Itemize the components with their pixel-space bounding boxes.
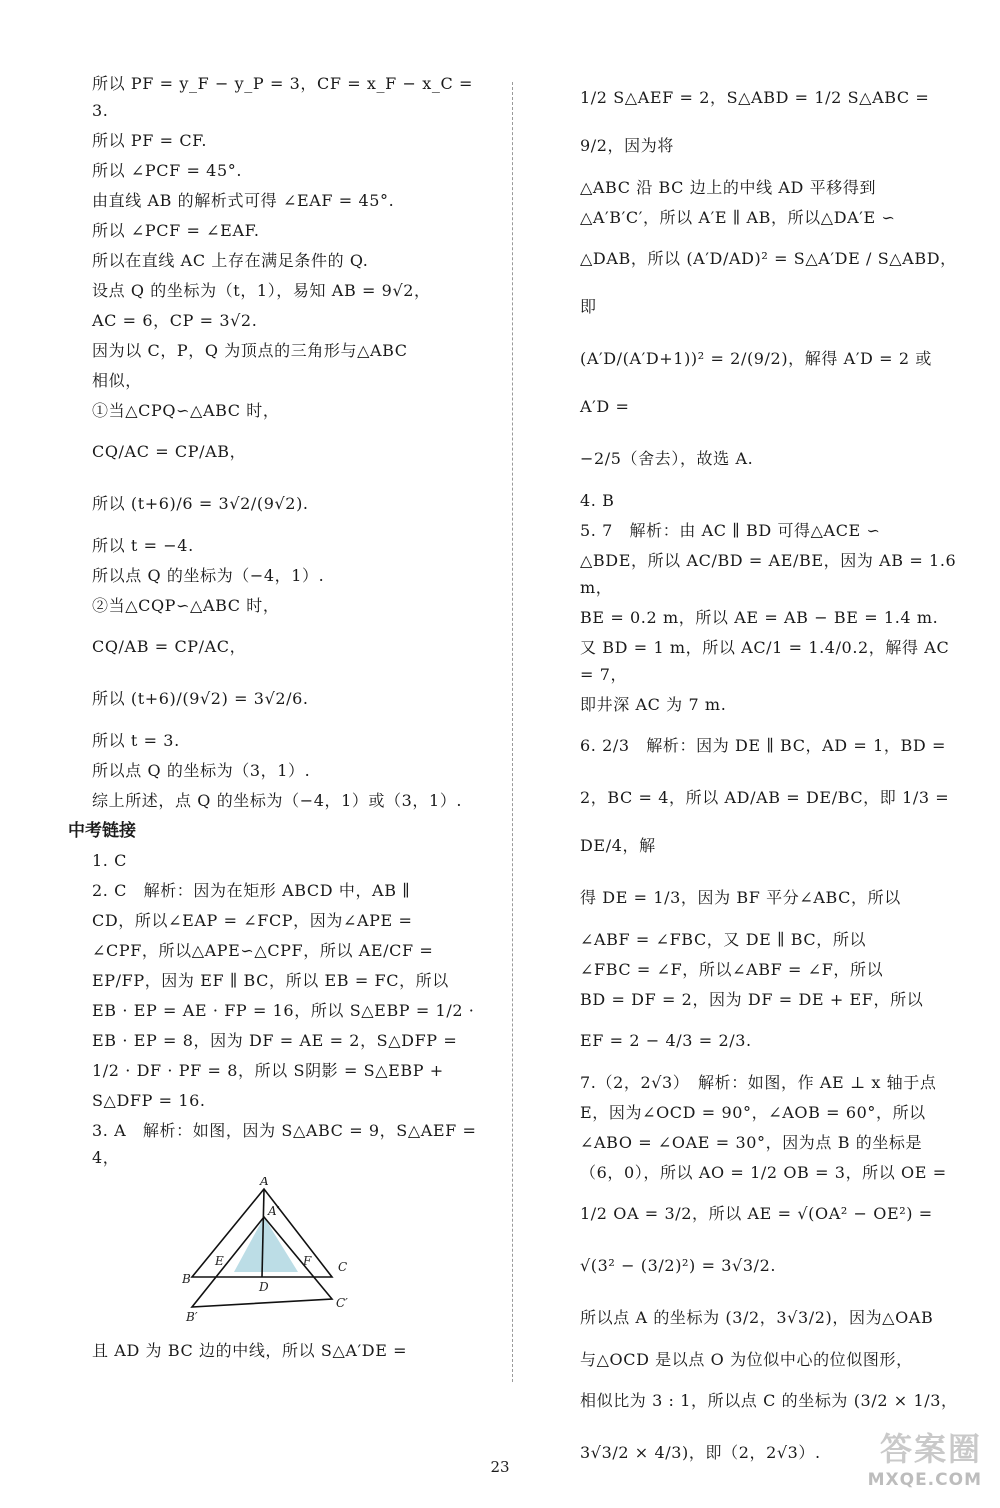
text-line: √(3² − (3/2)²) = 3√3/2. bbox=[580, 1256, 777, 1275]
label-f: F bbox=[303, 1254, 312, 1268]
label-d: D bbox=[259, 1280, 269, 1294]
text-line: （6，0），所以 AO = 1/2 OB = 3，所以 OE = bbox=[580, 1163, 947, 1182]
text-line: 所以 (t+6)/6 = 3√2/(9√2). bbox=[92, 494, 309, 513]
answer-item: 6. 2/3 解析：因为 DE ∥ BC，AD = 1，BD = bbox=[580, 736, 946, 755]
answer-item: 2. C 解析：因为在矩形 ABCD 中，AB ∥ bbox=[92, 881, 411, 900]
answer-item: 3. A 解析：如图，因为 S△ABC = 9，S△AEF = 4， bbox=[92, 1121, 477, 1167]
text-line: 且 AD 为 BC 边的中线，所以 S△A′DE = bbox=[92, 1341, 408, 1360]
text-line: 所以点 A 的坐标为 (3/2，3√3/2)，因为△OAB bbox=[580, 1308, 934, 1327]
text-line: ②当△CQP∽△ABC 时， bbox=[92, 596, 280, 615]
left-column bbox=[68, 70, 484, 1367]
text-line: 由直线 AB 的解析式可得 ∠EAF = 45°. bbox=[92, 191, 395, 210]
text-line: 即井深 AC 为 7 m. bbox=[580, 695, 727, 714]
text-line: AC = 6，CP = 3√2. bbox=[92, 311, 258, 330]
text-line: ①当△CPQ∽△ABC 时， bbox=[92, 401, 280, 420]
text-line: EF = 2 − 4/3 = 2/3. bbox=[580, 1031, 752, 1050]
label-c-prime: C′ bbox=[336, 1296, 348, 1310]
text-line: 综上所述，点 Q 的坐标为（−4，1）或（3，1）. bbox=[92, 791, 463, 810]
shaded-triangle bbox=[234, 1217, 298, 1272]
text-line: 与△OCD 是以点 O 为位似中心的位似图形， bbox=[580, 1350, 913, 1369]
answer-item: 4. B bbox=[580, 491, 615, 510]
text-line: 因为以 C，P，Q 为顶点的三角形与△ABC bbox=[92, 341, 408, 360]
text-line: 得 DE = 1/3，因为 BF 平分∠ABC，所以 bbox=[580, 888, 901, 907]
watermark-url: MXQE.COM bbox=[867, 1470, 982, 1490]
answer-item: S△DFP = 16. bbox=[92, 1091, 206, 1110]
text-line: △A′B′C′，所以 A′E ∥ AB，所以△DA′E ∽ bbox=[580, 208, 896, 227]
answer-item: 1. C bbox=[92, 851, 127, 870]
label-b-prime: B′ bbox=[186, 1310, 198, 1324]
text-line: ∠ABO = ∠OAE = 30°，因为点 B 的坐标是 bbox=[580, 1133, 923, 1152]
text-line: −2/5（舍去），故选 A. bbox=[580, 449, 754, 468]
answer-item: 7.（2，2√3） 解析：如图，作 AE ⊥ x 轴于点 bbox=[580, 1073, 937, 1092]
watermark-logo-text: 答案圈 bbox=[879, 1430, 982, 1468]
text-line: 所以 PF = y_F − y_P = 3，CF = x_F − x_C = 3. bbox=[92, 74, 473, 120]
text-line: 3√3/2 × 4/3)，即（2，2√3）. bbox=[580, 1443, 821, 1462]
text-line: BD = DF = 2，因为 DF = DE + EF，所以 bbox=[580, 990, 924, 1009]
right-column bbox=[580, 70, 962, 1481]
text-line: 所以 PF = CF. bbox=[92, 131, 208, 150]
label-a: A bbox=[260, 1177, 269, 1188]
text-line: 所以在直线 AC 上存在满足条件的 Q. bbox=[92, 251, 369, 270]
text-line: CQ/AC = CP/AB， bbox=[92, 442, 247, 461]
text-line: △DAB，所以 (A′D/AD)² = S△A′DE / S△ABD，即 bbox=[580, 249, 957, 316]
text-line: (A′D/(A′D+1))² = 2/(9/2)，解得 A′D = 2 或 A′D = bbox=[580, 349, 932, 416]
text-line: 所以点 Q 的坐标为（−4，1）. bbox=[92, 566, 325, 585]
section-title: 中考链接 bbox=[68, 821, 136, 841]
answer-item: 5. 7 解析：由 AC ∥ BD 可得△ACE ∽ bbox=[580, 521, 881, 540]
text-line: 设点 Q 的坐标为（t，1），易知 AB = 9√2， bbox=[92, 281, 431, 300]
column-divider bbox=[512, 82, 513, 1382]
label-c: C bbox=[338, 1260, 348, 1274]
page-number: 23 bbox=[490, 1458, 510, 1476]
text-line: 所以点 Q 的坐标为（3，1）. bbox=[92, 761, 311, 780]
text-line: 所以 t = −4. bbox=[92, 536, 194, 555]
text-line: △BDE，所以 AC/BD = AE/BE，因为 AB = 1.6 m， bbox=[580, 551, 957, 597]
label-b: B bbox=[182, 1272, 191, 1286]
text-line: 所以 ∠PCF = ∠EAF. bbox=[92, 221, 260, 240]
answer-item: 1/2 · DF · PF = 8，所以 S阴影 = S△EBP + bbox=[92, 1061, 444, 1080]
answer-item: EB · EP = 8，因为 DF = AE = 2，S△DFP = bbox=[92, 1031, 458, 1050]
text-line: ∠ABF = ∠FBC，又 DE ∥ BC，所以 bbox=[580, 930, 867, 949]
text-line: 相似， bbox=[92, 371, 142, 390]
text-line: CQ/AB = CP/AC， bbox=[92, 637, 247, 656]
label-a-prime: A′ bbox=[268, 1204, 280, 1218]
text-line: 相似比为 3 : 1，所以点 C 的坐标为 (3/2 × 1/3， bbox=[580, 1391, 958, 1410]
answer-item: CD，所以∠EAP = ∠FCP，因为∠APE = bbox=[92, 911, 413, 930]
answer-item: EP/FP，因为 EF ∥ BC，所以 EB = FC，所以 bbox=[92, 971, 449, 990]
triangle-figure-svg bbox=[182, 1177, 372, 1327]
text-line: 所以 ∠PCF = 45°. bbox=[92, 161, 243, 180]
text-line: 1/2 S△AEF = 2，S△ABD = 1/2 S△ABC = 9/2，因为将 bbox=[580, 88, 930, 155]
text-line: BE = 0.2 m，所以 AE = AB − BE = 1.4 m. bbox=[580, 608, 939, 627]
answer-item: EB · EP = AE · FP = 16，所以 S△EBP = 1/2 · bbox=[92, 1001, 475, 1020]
text-line: 所以 (t+6)/(9√2) = 3√2/6. bbox=[92, 689, 309, 708]
text-line: E，因为∠OCD = 90°，∠AOB = 60°，所以 bbox=[580, 1103, 926, 1122]
watermark-logo bbox=[822, 1424, 982, 1494]
text-line: 所以 t = 3. bbox=[92, 731, 180, 750]
text-line: 又 BD = 1 m，所以 AC/1 = 1.4/0.2，解得 AC = 7， bbox=[580, 638, 950, 684]
text-line: 1/2 OA = 3/2，所以 AE = √(OA² − OE²) = bbox=[580, 1204, 933, 1223]
text-line: ∠FBC = ∠F，所以∠ABF = ∠F，所以 bbox=[580, 960, 884, 979]
text-line: 2，BC = 4，所以 AD/AB = DE/BC，即 1/3 = DE/4，解 bbox=[580, 788, 950, 855]
text-line: △ABC 沿 BC 边上的中线 AD 平移得到 bbox=[580, 178, 877, 197]
triangle-figure bbox=[182, 1177, 372, 1327]
answer-item: ∠CPF，所以△APE∽△CPF，所以 AE/CF = bbox=[92, 941, 434, 960]
label-e: E bbox=[215, 1254, 224, 1268]
